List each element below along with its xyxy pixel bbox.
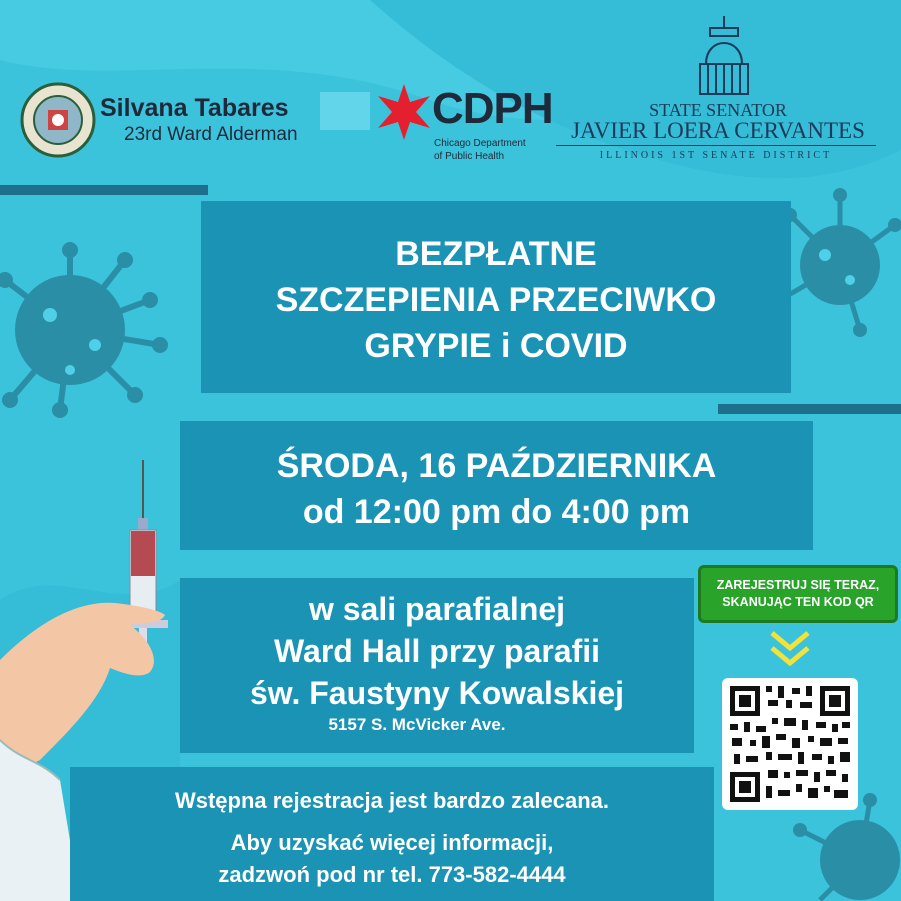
qr-code-icon <box>722 678 858 810</box>
cdph-subtitle-2: of Public Health <box>434 151 505 162</box>
virus-right-icon <box>773 188 901 337</box>
cdph-logo-text: CDPH <box>432 84 553 133</box>
register-badge <box>698 565 898 623</box>
chicago-star-icon <box>374 82 434 142</box>
senator-title: STATE SENATOR <box>649 100 787 120</box>
decor-stripe <box>0 185 208 195</box>
info-phone-line: zadzwoń pod nr tel. 773-582-4444 <box>218 862 566 887</box>
event-time: od 12:00 pm do 4:00 pm <box>302 493 691 531</box>
register-badge-line-1: ZAREJESTRUJ SIĘ TERAZ, <box>716 578 880 592</box>
chevron-down-icon <box>772 633 808 663</box>
cdph-subtitle-1: Chicago Department <box>434 138 526 149</box>
location-line-1: w sali parafialnej <box>308 591 566 627</box>
info-box <box>70 767 714 901</box>
qr-code[interactable] <box>722 678 858 810</box>
senator-name: JAVIER LOERA CERVANTES <box>571 118 865 143</box>
date-box <box>180 421 813 550</box>
location-address: 5157 S. McVicker Ave. <box>328 715 506 734</box>
alderman-name: Silvana Tabares <box>100 94 289 122</box>
register-badge-line-2: SKANUJĄC TEN KOD QR <box>722 595 874 609</box>
registration-note: Wstępna rejestracja jest bardzo zalecana. <box>174 788 610 813</box>
alderman-title: 23rd Ward Alderman <box>124 124 298 145</box>
city-seal <box>20 82 96 158</box>
highlight-block <box>320 92 370 130</box>
location-line-3: św. Faustyny Kowalskiej <box>249 675 625 711</box>
location-box <box>180 578 694 753</box>
title-box <box>201 201 791 393</box>
virus-left-icon <box>0 242 168 418</box>
event-date: ŚRODA, 16 PAŹDZIERNIKA <box>276 447 717 485</box>
title-line-1: BEZPŁATNE <box>395 235 597 273</box>
decor-stripe <box>718 404 901 414</box>
location-line-2: Ward Hall przy parafii <box>274 633 600 669</box>
capitol-dome-icon <box>692 14 756 104</box>
senator-district: ILLINOIS 1ST SENATE DISTRICT <box>599 150 833 161</box>
info-line-1: Aby uzyskać więcej informacji, <box>230 830 554 855</box>
title-line-3: GRYPIE i COVID <box>364 327 628 365</box>
title-line-2: SZCZEPIENIA PRZECIWKO <box>275 281 717 319</box>
senator-divider <box>556 145 876 146</box>
